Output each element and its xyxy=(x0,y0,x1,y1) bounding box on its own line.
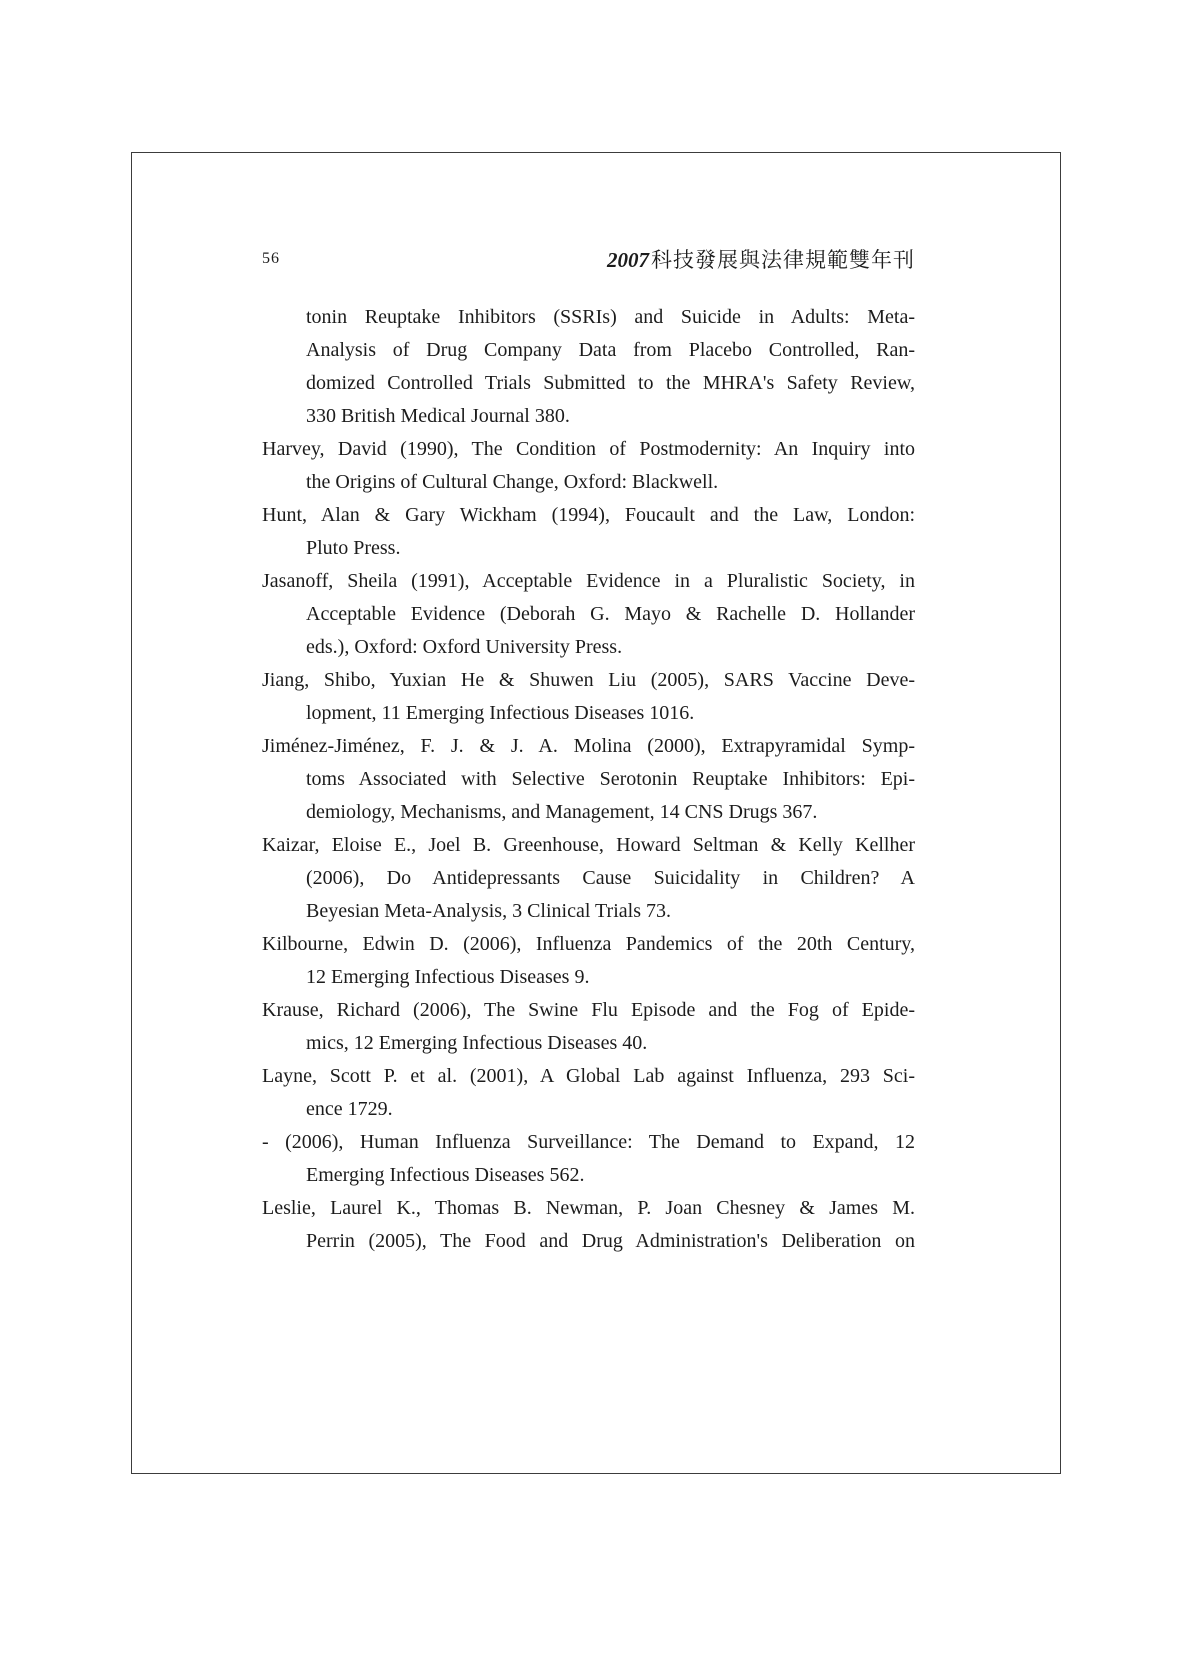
reference-line: Jiménez-Jiménez, F. J. & J. A. Molina (2000), Extrapyramidal Symp- xyxy=(262,735,915,757)
reference-entry xyxy=(262,664,915,730)
reference-line: Layne, Scott P. et al. (2001), A Global Lab against Influenza, 293 Sci- xyxy=(262,1065,915,1087)
journal-header-title: 科技發展與法律規範雙年刊 xyxy=(651,248,915,272)
reference-entry xyxy=(262,994,915,1060)
reference-line: Jasanoff, Sheila (1991), Acceptable Evidence in a Pluralistic Society, in xyxy=(262,570,915,592)
reference-line: 330 British Medical Journal 380. xyxy=(306,405,570,427)
reference-line: Harvey, David (1990), The Condition of Postmodernity: An Inquiry into xyxy=(262,438,915,460)
reference-line: domized Controlled Trials Submitted to the MHRA's Safety Review, xyxy=(306,372,915,394)
reference-line: tonin Reuptake Inhibitors (SSRIs) and Suicide in Adults: Meta- xyxy=(306,306,915,328)
reference-entry xyxy=(262,1060,915,1126)
reference-line: 12 Emerging Infectious Diseases 9. xyxy=(306,966,590,988)
reference-entry xyxy=(262,565,915,664)
reference-entry xyxy=(262,1192,915,1258)
reference-line: (2006), Do Antidepressants Cause Suicidality in Children? A xyxy=(306,867,915,889)
reference-line: Acceptable Evidence (Deborah G. Mayo & Rachelle D. Hollander xyxy=(306,603,915,625)
reference-entry xyxy=(262,829,915,928)
reference-entry xyxy=(262,730,915,829)
reference-line: Jiang, Shibo, Yuxian He & Shuwen Liu (2005), SARS Vaccine Deve- xyxy=(262,669,915,691)
reference-line: toms Associated with Selective Serotonin Reuptake Inhibitors: Epi- xyxy=(306,768,915,790)
reference-entry xyxy=(262,499,915,565)
reference-line: lopment, 11 Emerging Infectious Diseases 1016. xyxy=(306,702,695,724)
reference-line: Leslie, Laurel K., Thomas B. Newman, P. Joan Chesney & James M. xyxy=(262,1197,915,1219)
reference-line: Beyesian Meta-Analysis, 3 Clinical Trials 73. xyxy=(306,900,671,922)
reference-line: mics, 12 Emerging Infectious Diseases 40. xyxy=(306,1032,648,1054)
reference-line: eds.), Oxford: Oxford University Press. xyxy=(306,636,623,658)
page-number: 56 xyxy=(262,250,280,267)
reference-line: Perrin (2005), The Food and Drug Administration's Deliberation on xyxy=(306,1230,915,1252)
reference-line: the Origins of Cultural Change, Oxford: Blackwell. xyxy=(306,471,719,493)
reference-line: Krause, Richard (2006), The Swine Flu Episode and the Fog of Epide- xyxy=(262,999,915,1021)
reference-entry xyxy=(262,433,915,499)
reference-line: demiology, Mechanisms, and Management, 14 CNS Drugs 367. xyxy=(306,801,818,823)
journal-header-year: 2007 xyxy=(607,248,649,272)
reference-line: ence 1729. xyxy=(306,1098,393,1120)
references-list xyxy=(262,301,915,1258)
reference-line: Pluto Press. xyxy=(306,537,401,559)
journal-header xyxy=(607,244,915,274)
reference-line: Hunt, Alan & Gary Wickham (1994), Foucault and the Law, London: xyxy=(262,504,915,526)
reference-entry xyxy=(262,301,915,433)
page-header xyxy=(262,244,915,278)
reference-line: - (2006), Human Influenza Surveillance: The Demand to Expand, 12 xyxy=(262,1131,915,1153)
reference-line: Kaizar, Eloise E., Joel B. Greenhouse, Howard Seltman & Kelly Kellher xyxy=(262,834,915,856)
reference-entry xyxy=(262,1126,915,1192)
reference-entry xyxy=(262,928,915,994)
reference-line: Analysis of Drug Company Data from Placebo Controlled, Ran- xyxy=(306,339,915,361)
reference-line: Emerging Infectious Diseases 562. xyxy=(306,1164,585,1186)
reference-line: Kilbourne, Edwin D. (2006), Influenza Pandemics of the 20th Century, xyxy=(262,933,915,955)
